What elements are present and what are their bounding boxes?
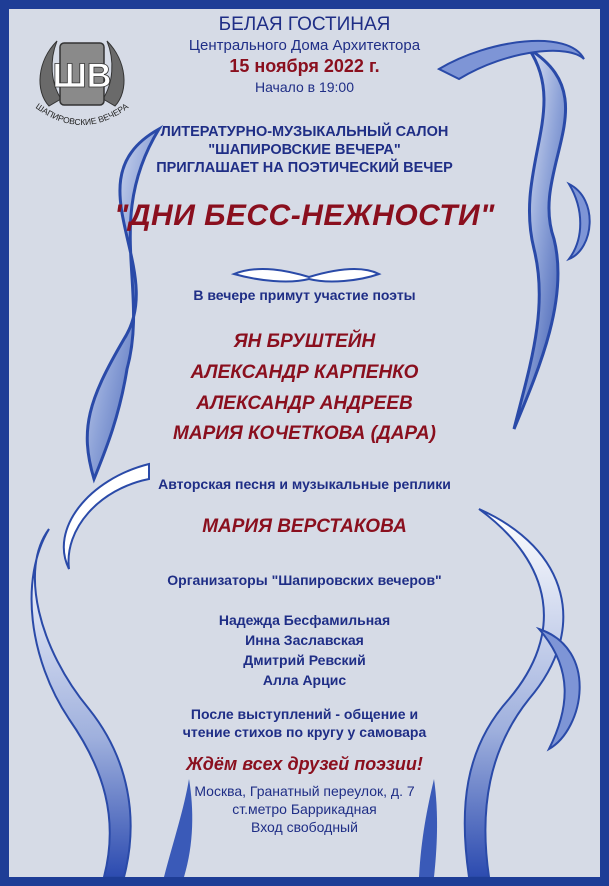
poster-background (9, 9, 600, 877)
address-line-2: ст.метро Баррикадная (232, 801, 377, 817)
salon-line-3: ПРИГЛАШАЕТ НА ПОЭТИЧЕСКИЙ ВЕЧЕР (156, 160, 453, 176)
organizer-name: Надежда Бесфамильная (218, 612, 391, 628)
poet-name: АЛЕКСАНДР АНДРЕЕВ (196, 393, 413, 414)
salon-line-2: "ШАПИРОВСКИЕ ВЕЧЕРА" (208, 142, 401, 158)
poet-name: АЛЕКСАНДР КАРПЕНКО (190, 362, 419, 383)
poets-heading: В вечере примут участие поэты (193, 287, 416, 303)
musician-name: МАРИЯ ВЕРСТАКОВА (202, 516, 407, 537)
venue-subtitle: Центрального Дома Архитектора (188, 37, 421, 54)
venue-title: БЕЛАЯ ГОСТИНАЯ (218, 14, 391, 35)
salon-line-1: ЛИТЕРАТУРНО-МУЗЫКАЛЬНЫЙ САЛОН (160, 124, 449, 140)
after-line-2: чтение стихов по кругу у самовара (182, 724, 427, 740)
event-title: "ДНИ БЕСС-НЕЖНОСТИ" (114, 199, 495, 232)
poet-name: МАРИЯ КОЧЕТКОВА (ДАРА) (173, 423, 436, 444)
logo-monogram: ШВ (52, 57, 112, 95)
event-date: 15 ноября 2022 г. (229, 56, 380, 76)
music-heading: Авторская песня и музыкальные реплики (158, 476, 451, 492)
organizer-name: Дмитрий Ревский (243, 652, 366, 668)
organizer-name: Инна Заславская (245, 632, 364, 648)
logo-caption: ШАПИРОВСКИЕ ВЕЧЕРА (33, 101, 131, 128)
after-line-1: После выступлений - общение и (190, 706, 419, 722)
address-line-1: Москва, Гранатный переулок, д. 7 (194, 783, 415, 799)
poet-name: ЯН БРУШТЕЙН (233, 331, 376, 352)
admission-note: Вход свободный (251, 819, 358, 835)
welcome-message: Ждём всех друзей поэзии! (186, 754, 423, 774)
start-time: Начало в 19:00 (254, 79, 355, 95)
middle-bow (234, 269, 379, 282)
organizers-heading: Организаторы "Шапировских вечеров" (167, 572, 442, 588)
organizer-name: Алла Арцис (262, 672, 347, 688)
